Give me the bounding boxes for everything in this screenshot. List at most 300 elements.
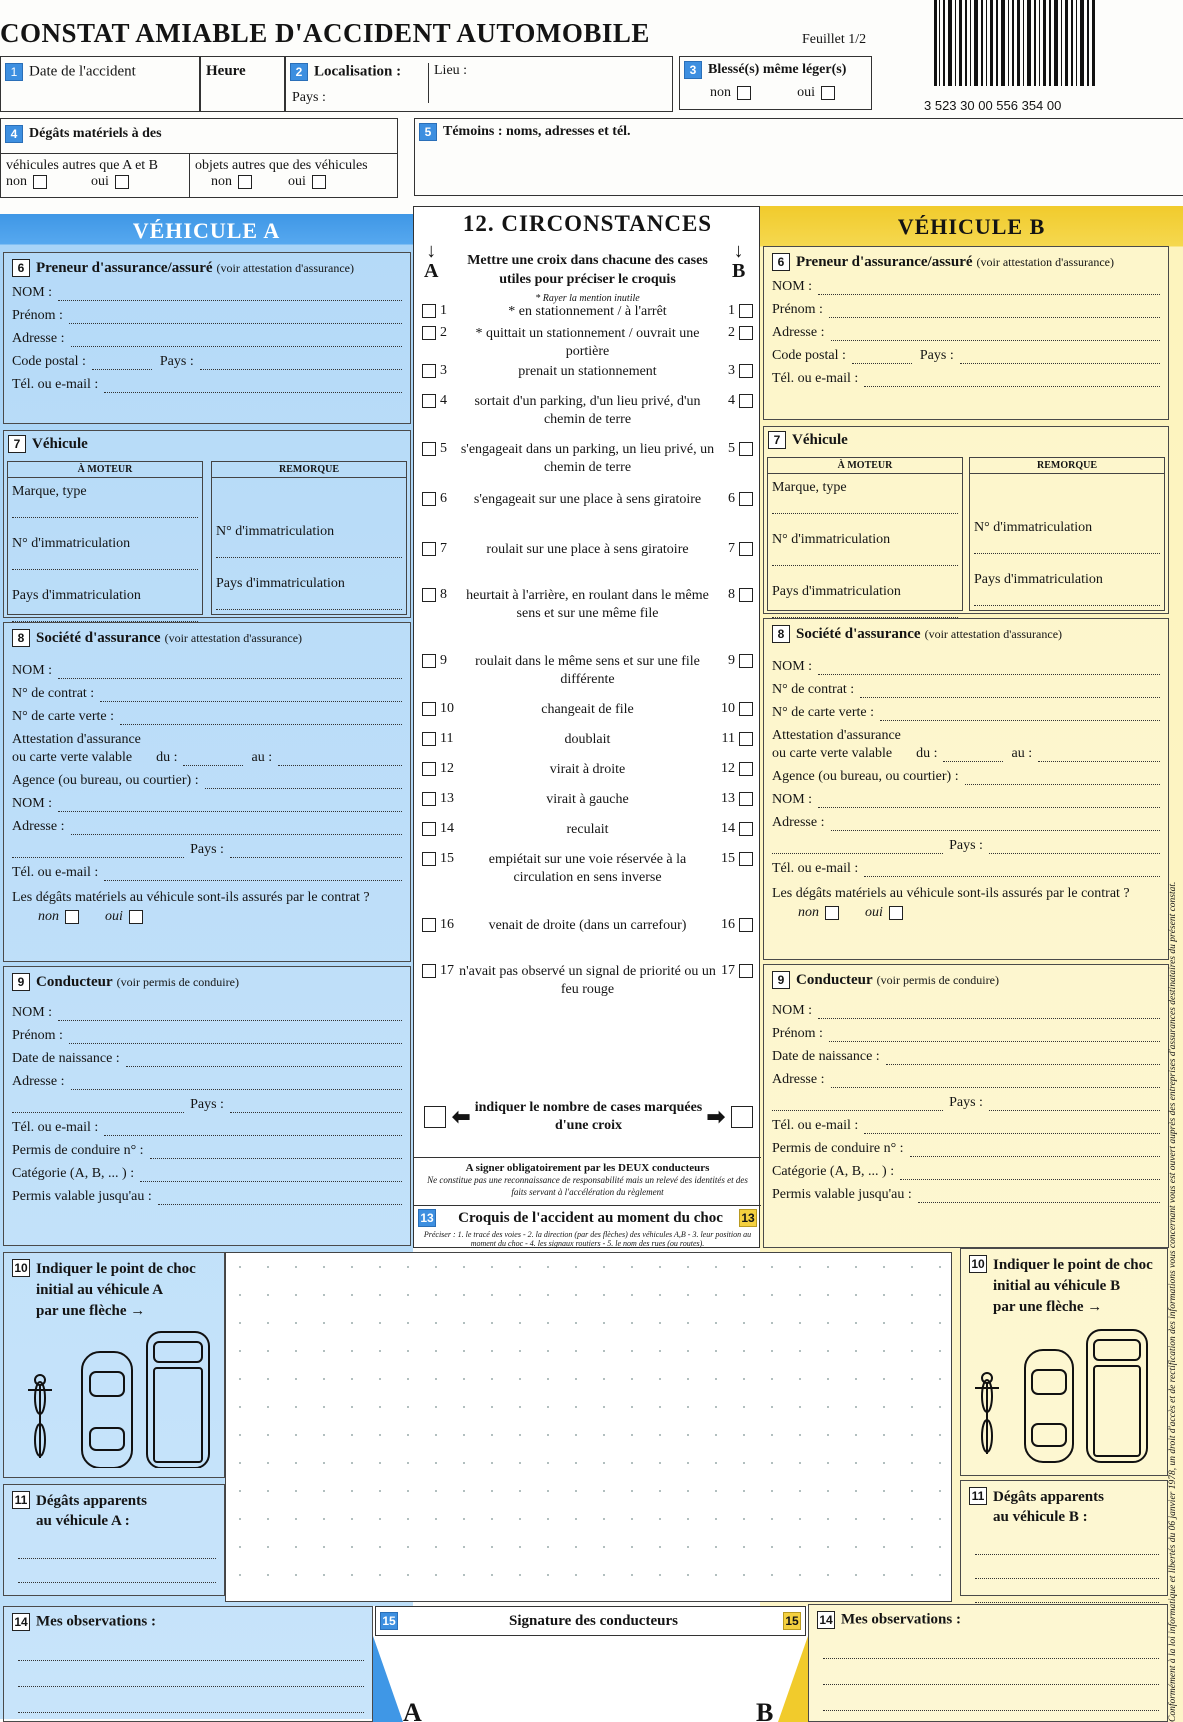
insured-postal-field[interactable] <box>92 356 152 370</box>
section-number: 15 <box>380 1612 398 1630</box>
circumstance-a-checkbox[interactable] <box>422 326 436 340</box>
circumstance-number: 14 <box>721 821 735 836</box>
driver-category-label: Catégorie (A, B, ... ) : <box>12 1166 135 1181</box>
from-label: du : <box>156 750 178 765</box>
circumstance-number: 11 <box>440 731 454 746</box>
insurer-name-label: NOM : <box>12 663 53 678</box>
contract-label: N° de contrat : <box>12 686 95 701</box>
circumstance-row <box>414 587 761 623</box>
circumstance-number: 14 <box>440 821 454 836</box>
vehicle-b-visible-damage-section[interactable] <box>960 1480 1168 1596</box>
driver-address-field[interactable] <box>71 1076 403 1090</box>
signature-a-field[interactable] <box>431 1646 581 1716</box>
circumstance-text: s'engageait sur une place à sens giratoire <box>473 492 702 507</box>
section-number: 7 <box>768 431 786 449</box>
circumstance-a-checkbox[interactable] <box>422 588 436 602</box>
circumstance-a-checkbox[interactable] <box>422 822 436 836</box>
driver-license-field[interactable] <box>910 1143 1160 1157</box>
damage-no-checkbox[interactable] <box>825 906 839 920</box>
trailer-reg-field[interactable] <box>974 540 1160 554</box>
circumstance-text: virait à droite <box>549 762 626 777</box>
driver-address-label: Adresse : <box>12 1074 65 1089</box>
driver-firstname-field[interactable] <box>69 1030 402 1044</box>
circumstance-b-checkbox[interactable] <box>739 732 753 746</box>
insurer-note: (voir attestation d'assurance) <box>924 626 1063 641</box>
circumstance-a-checkbox[interactable] <box>422 542 436 556</box>
circumstance-a-checkbox[interactable] <box>422 394 436 408</box>
insured-name-label: NOM : <box>772 279 813 294</box>
vehicle-b-remarks-section[interactable] <box>808 1604 1168 1722</box>
circumstance-number: 4 <box>728 393 735 408</box>
cert-label: Attestation d'assurance <box>12 732 141 747</box>
agency-address-field[interactable] <box>831 817 1161 831</box>
circumstance-b-checkbox[interactable] <box>739 964 753 978</box>
circumstance-row <box>414 917 761 935</box>
agency-address-field-2[interactable] <box>772 840 943 854</box>
driver-firstname-label: Prénom : <box>12 1028 63 1043</box>
insurer-name-field[interactable] <box>818 661 1160 675</box>
insured-address-label: Adresse : <box>12 331 65 346</box>
trailer-reg-country-label: Pays d'immatriculation <box>974 572 1103 587</box>
location-field[interactable] <box>285 56 673 112</box>
damage-vehicles-yes-label: oui <box>91 174 109 189</box>
vehicle-a-title: VÉHICULE A <box>132 218 281 243</box>
insured-country-label: Pays : <box>919 348 954 363</box>
insured-address-field[interactable] <box>831 327 1161 341</box>
circumstance-number: 9 <box>728 653 735 668</box>
circumstance-row <box>414 325 761 361</box>
accident-time-field[interactable] <box>200 56 285 112</box>
circumstance-b-checkbox[interactable] <box>739 702 753 716</box>
driver-valid-field[interactable] <box>158 1191 402 1205</box>
brand-label: Marque, type <box>772 480 847 495</box>
damage-no-checkbox[interactable] <box>65 910 79 924</box>
sheet-number: Feuillet 1/2 <box>802 32 867 47</box>
circumstance-a-checkbox[interactable] <box>422 732 436 746</box>
insured-name-field[interactable] <box>58 287 402 301</box>
section-number: 1 <box>5 63 23 81</box>
green-card-field[interactable] <box>880 707 1160 721</box>
circumstance-row <box>414 303 761 321</box>
count-b-box[interactable] <box>731 1106 753 1128</box>
insured-tel-label: Tél. ou e-mail : <box>12 377 99 392</box>
insured-firstname-field[interactable] <box>829 304 1160 318</box>
insured-firstname-label: Prénom : <box>12 308 63 323</box>
driver-dob-field[interactable] <box>126 1053 402 1067</box>
damage-question: Les dégâts matériels au véhicule sont-ils assurés par le contrat ? <box>772 886 1130 901</box>
reg-field[interactable] <box>772 552 958 566</box>
driver-country-field[interactable] <box>230 1099 402 1113</box>
barcode-number: 3 523 30 00 556 354 00 <box>924 98 1062 113</box>
count-label: indiquer le nombre de cases marquées d'une croix <box>474 1100 703 1133</box>
circumstance-a-checkbox[interactable] <box>422 852 436 866</box>
damage-question: Les dégâts matériels au véhicule sont-ils assurés par le contrat ? <box>12 890 370 905</box>
green-card-label: N° de carte verte : <box>12 709 114 724</box>
driver-dob-field[interactable] <box>886 1051 1160 1065</box>
contract-field[interactable] <box>100 688 402 702</box>
agency-name-field[interactable] <box>818 794 1160 808</box>
agency-address-field-2[interactable] <box>12 844 184 858</box>
green-card-label: N° de carte verte : <box>772 705 874 720</box>
driver-name-label: NOM : <box>12 1005 53 1020</box>
valid-from-field[interactable] <box>943 748 1003 762</box>
circumstance-text: * quittait un stationnement / ouvrait une portière <box>475 326 700 359</box>
circumstance-a-checkbox[interactable] <box>422 702 436 716</box>
driver-firstname-field[interactable] <box>829 1028 1160 1042</box>
insurer-note: (voir attestation d'assurance) <box>164 630 303 645</box>
impact-line1: Indiquer le point de choc <box>993 1257 1153 1273</box>
circumstance-a-checkbox[interactable] <box>422 762 436 776</box>
damage-line1: Dégâts apparents <box>993 1489 1104 1505</box>
vehicle-b-insurer-section <box>763 618 1169 960</box>
section-number: 10 <box>12 1259 30 1277</box>
section-number: 3 <box>684 61 702 79</box>
trailer-reg-country-field[interactable] <box>216 596 402 610</box>
circumstance-b-checkbox[interactable] <box>739 492 753 506</box>
column-a-marker <box>424 241 438 281</box>
reg-country-field[interactable] <box>772 604 958 618</box>
vehicle-label: Véhicule <box>32 435 88 452</box>
damage-yes-label: oui <box>865 905 883 920</box>
circumstance-number: 1 <box>440 303 447 318</box>
circumstance-a-checkbox[interactable] <box>422 964 436 978</box>
agency-name-field[interactable] <box>58 798 402 812</box>
column-a-label: A <box>424 260 439 282</box>
driver-country-label: Pays : <box>949 1095 983 1110</box>
column-b-marker <box>732 241 745 281</box>
circumstance-number: 11 <box>721 731 735 746</box>
circumstance-text: venait de droite (dans un carrefour) <box>488 918 687 933</box>
valid-to-field[interactable] <box>278 752 402 766</box>
vehicle-a-vehicle-section <box>3 430 411 618</box>
agency-country-field[interactable] <box>989 840 1160 854</box>
cert2-label: ou carte verte valable <box>12 750 133 765</box>
down-arrow-icon: ↓ <box>733 240 744 262</box>
insured-tel-field[interactable] <box>864 373 1160 387</box>
damage-vehicles-no-label: non <box>6 174 27 189</box>
trailer-reg-country-field[interactable] <box>974 592 1160 606</box>
driver-license-label: Permis de conduire n° : <box>772 1141 904 1156</box>
insurer-name-label: NOM : <box>772 659 813 674</box>
instruction-line1: Mettre une croix dans chacune des cases <box>467 253 708 268</box>
other-damage-field <box>0 118 398 198</box>
insured-country-field[interactable] <box>200 356 402 370</box>
trailer-label: REMORQUE <box>970 458 1164 474</box>
circumstance-b-checkbox[interactable] <box>739 304 753 318</box>
circumstance-text: doublait <box>564 732 611 747</box>
insured-country-field[interactable] <box>960 350 1160 364</box>
circumstance-number: 15 <box>440 851 454 866</box>
driver-category-field[interactable] <box>140 1168 402 1182</box>
driver-valid-label: Permis valable jusqu'au : <box>772 1187 912 1202</box>
circumstance-b-checkbox[interactable] <box>739 442 753 456</box>
driver-category-label: Catégorie (A, B, ... ) : <box>772 1164 895 1179</box>
driver-country-label: Pays : <box>190 1097 224 1112</box>
driver-tel-field[interactable] <box>864 1120 1160 1134</box>
driver-name-field[interactable] <box>58 1007 402 1021</box>
insured-country-label: Pays : <box>159 354 194 369</box>
driver-license-label: Permis de conduire n° : <box>12 1143 144 1158</box>
driver-tel-label: Tél. ou e-mail : <box>772 1118 859 1133</box>
circumstance-number: 13 <box>721 791 735 806</box>
damage-line1: Dégâts apparents <box>36 1493 147 1509</box>
contract-field[interactable] <box>860 684 1160 698</box>
circumstance-text: empiétait sur une voie réservée à la circulation en sens inverse <box>488 852 687 885</box>
damage-objects-yes-label: oui <box>288 174 306 189</box>
signature-label: Signature des conducteurs <box>509 1612 678 1629</box>
motor-label: À MOTEUR <box>768 458 962 474</box>
agency-name-label: NOM : <box>772 792 813 807</box>
driver-name-field[interactable] <box>818 1005 1160 1019</box>
driver-category-field[interactable] <box>900 1166 1160 1180</box>
circumstance-number: 10 <box>721 701 735 716</box>
insurer-name-field[interactable] <box>58 665 402 679</box>
insured-address-label: Adresse : <box>772 325 825 340</box>
driver-address-field-2[interactable] <box>12 1099 184 1113</box>
driver-tel-field[interactable] <box>104 1122 402 1136</box>
circumstance-a-checkbox[interactable] <box>422 442 436 456</box>
circumstance-a-checkbox[interactable] <box>422 364 436 378</box>
circumstance-b-checkbox[interactable] <box>739 822 753 836</box>
trailer-reg-label: N° d'immatriculation <box>974 520 1093 535</box>
circumstance-row <box>414 963 761 999</box>
sketch-detail: Préciser : 1. le tracé des voies - 2. la direction (par des flèches) des véhicules A,B - 3. leur position au moment du choc - 4. les signaux routiers - 5. le nom des rues (ou routes). <box>423 1230 752 1248</box>
circumstance-b-checkbox[interactable] <box>739 852 753 866</box>
accident-date-field[interactable] <box>0 56 200 112</box>
circumstance-number: 10 <box>440 701 454 716</box>
driver-dob-label: Date de naissance : <box>772 1049 880 1064</box>
injured-no-label: non <box>710 85 731 100</box>
damage-vehicles-yes-checkbox[interactable] <box>115 175 129 189</box>
circumstance-number: 16 <box>440 917 454 932</box>
circumstance-b-checkbox[interactable] <box>739 792 753 806</box>
impact-line3: par une flèche → <box>36 1303 146 1319</box>
insured-postal-field[interactable] <box>852 350 912 364</box>
barcode <box>930 0 1100 96</box>
circumstance-row <box>414 653 761 689</box>
reg-field[interactable] <box>12 556 198 570</box>
damage-objects-no-label: non <box>211 174 232 189</box>
insured-name-field[interactable] <box>818 281 1160 295</box>
circumstance-text: virait à gauche <box>546 792 629 807</box>
circumstance-a-checkbox[interactable] <box>422 918 436 932</box>
insured-tel-label: Tél. ou e-mail : <box>772 371 859 386</box>
section-number: 11 <box>969 1487 987 1505</box>
to-label: au : <box>251 750 273 765</box>
injured-field <box>679 56 872 110</box>
circumstance-number: 15 <box>721 851 735 866</box>
impact-line2: initial au véhicule A <box>36 1282 164 1298</box>
insured-postal-label: Code postal : <box>772 348 846 363</box>
sign-note: A signer obligatoirement par les DEUX conducteurs <box>465 1162 710 1174</box>
driver-note: (voir permis de conduire) <box>876 972 999 987</box>
circumstance-number: 7 <box>440 541 447 556</box>
witnesses-label: Témoins : noms, adresses et tél. <box>443 124 631 140</box>
barcode-icon <box>930 0 1100 96</box>
witnesses-field[interactable] <box>414 118 1183 196</box>
vehicle-a-insurer-section <box>3 622 411 962</box>
circumstance-b-checkbox[interactable] <box>739 542 753 556</box>
instruction-line2: utiles pour préciser le croquis <box>499 272 676 287</box>
driver-address-field-2[interactable] <box>772 1097 943 1111</box>
damage-vehicles-no-checkbox[interactable] <box>33 175 47 189</box>
circumstance-b-checkbox[interactable] <box>739 364 753 378</box>
vehicle-label: Véhicule <box>792 431 848 448</box>
circumstance-row <box>414 491 761 509</box>
reg-country-field[interactable] <box>12 608 198 622</box>
section-number: 14 <box>817 1611 835 1629</box>
vehicle-b-impact-section[interactable] <box>960 1248 1168 1476</box>
signature-b-field[interactable] <box>599 1646 749 1716</box>
agency-field[interactable] <box>205 775 402 789</box>
agency-tel-field[interactable] <box>104 867 402 881</box>
vehicle-a-insured-section <box>3 252 411 424</box>
circumstance-text: reculait <box>566 822 609 837</box>
circumstance-text: roulait dans le même sens et sur une file différente <box>475 654 700 687</box>
driver-valid-label: Permis valable jusqu'au : <box>12 1189 152 1204</box>
insurer-label: Société d'assurance <box>36 629 161 646</box>
cert-label: Attestation d'assurance <box>772 728 901 743</box>
insured-note: (voir attestation d'assurance) <box>976 254 1114 269</box>
instruction-note: * Rayer la mention inutile <box>535 293 640 304</box>
circumstance-a-checkbox[interactable] <box>422 792 436 806</box>
circumstance-a-checkbox[interactable] <box>422 492 436 506</box>
injured-no-checkbox[interactable] <box>737 86 751 100</box>
insured-note: (voir attestation d'assurance) <box>216 260 354 275</box>
valid-from-field[interactable] <box>183 752 243 766</box>
damage-no-label: non <box>38 909 59 924</box>
circumstance-b-checkbox[interactable] <box>739 394 753 408</box>
circumstance-b-checkbox[interactable] <box>739 326 753 340</box>
vehicle-a-visible-damage-section[interactable] <box>3 1484 225 1596</box>
valid-to-field[interactable] <box>1038 748 1160 762</box>
circumstances-section <box>413 206 760 1248</box>
damage-objects-label: objets autres que des véhicules <box>195 158 368 173</box>
contract-label: N° de contrat : <box>772 682 855 697</box>
circumstance-number: 1 <box>728 303 735 318</box>
agency-tel-label: Tél. ou e-mail : <box>772 861 859 876</box>
circumstance-a-checkbox[interactable] <box>422 304 436 318</box>
circumstance-row <box>414 821 761 839</box>
agency-address-label: Adresse : <box>12 819 65 834</box>
vehicle-a-impact-section[interactable] <box>3 1252 225 1478</box>
cert2-label: ou carte verte valable <box>772 746 893 761</box>
remarks-label: Mes observations : <box>36 1613 156 1630</box>
signature-section <box>373 1606 808 1722</box>
circumstance-number: 16 <box>721 917 735 932</box>
agency-tel-field[interactable] <box>864 863 1160 877</box>
circumstance-b-checkbox[interactable] <box>739 654 753 668</box>
circumstance-text: s'engageait dans un parking, un lieu privé, un chemin de terre <box>460 442 715 475</box>
driver-firstname-label: Prénom : <box>772 1026 823 1041</box>
insurer-label: Société d'assurance <box>796 625 921 642</box>
circumstance-text: sortait d'un parking, d'un lieu privé, d'un chemin de terre <box>474 394 701 427</box>
circumstance-row <box>414 541 761 559</box>
circumstance-number: 2 <box>728 325 735 340</box>
damage-objects-no-checkbox[interactable] <box>238 175 252 189</box>
from-label: du : <box>916 746 938 761</box>
driver-note: (voir permis de conduire) <box>116 974 239 989</box>
brand-field[interactable] <box>12 504 198 518</box>
insured-firstname-field[interactable] <box>69 310 402 324</box>
column-b-label: B <box>732 260 746 282</box>
damage-objects-yes-checkbox[interactable] <box>312 175 326 189</box>
driver-address-field[interactable] <box>831 1074 1161 1088</box>
driver-valid-field[interactable] <box>918 1189 1160 1203</box>
sketch-label: Croquis de l'accident au moment du choc <box>458 1209 723 1226</box>
agency-address-label: Adresse : <box>772 815 825 830</box>
circumstance-b-checkbox[interactable] <box>739 918 753 932</box>
brand-field[interactable] <box>772 500 958 514</box>
section-number: 5 <box>419 123 437 141</box>
circumstance-text: heurtait à l'arrière, en roulant dans le même sens et sur une même file <box>466 588 709 621</box>
insured-tel-field[interactable] <box>104 379 402 393</box>
driver-label: Conducteur <box>36 973 113 990</box>
section-number: 8 <box>772 625 790 643</box>
insured-label: Preneur d'assurance/assuré <box>36 259 213 276</box>
agency-country-label: Pays : <box>190 842 224 857</box>
remarks-label: Mes observations : <box>841 1611 961 1628</box>
trailer-reg-field[interactable] <box>216 544 402 558</box>
driver-country-field[interactable] <box>989 1097 1160 1111</box>
circumstance-b-checkbox[interactable] <box>739 588 753 602</box>
circumstance-a-checkbox[interactable] <box>422 654 436 668</box>
section-number: 9 <box>772 971 790 989</box>
accident-sketch-area[interactable] <box>225 1252 952 1602</box>
vehicle-a-driver-section <box>3 966 411 1246</box>
circumstance-row <box>414 731 761 749</box>
damage-yes-checkbox[interactable] <box>129 910 143 924</box>
signature-b-label: B <box>756 1698 774 1722</box>
agency-country-label: Pays : <box>949 838 983 853</box>
driver-address-label: Adresse : <box>772 1072 825 1087</box>
vehicle-a-remarks-section[interactable] <box>3 1606 373 1722</box>
insured-label: Preneur d'assurance/assuré <box>796 253 973 270</box>
count-a-box[interactable] <box>424 1106 446 1128</box>
circumstance-b-checkbox[interactable] <box>739 762 753 776</box>
circumstance-row <box>414 363 761 381</box>
green-card-field[interactable] <box>120 711 402 725</box>
sign-note-detail: Ne constitue pas une reconnaissance de responsabilité mais un relevé des identités et des faits servant à l'accélération du règlement <box>427 1175 748 1197</box>
circumstance-text: prenait un stationnement <box>518 364 657 379</box>
section-number: 6 <box>12 259 30 277</box>
circumstance-text: roulait sur une place à sens giratoire <box>486 542 689 557</box>
vehicle-b-insured-section <box>763 246 1169 420</box>
circumstance-number: 8 <box>440 587 447 602</box>
driver-name-label: NOM : <box>772 1003 813 1018</box>
circumstance-number: 12 <box>721 761 735 776</box>
impact-line2: initial au véhicule B <box>993 1278 1121 1294</box>
trailer-label: REMORQUE <box>212 462 406 478</box>
section-number: 7 <box>8 435 26 453</box>
section-number: 4 <box>5 125 23 143</box>
circumstance-number: 5 <box>728 441 735 456</box>
country-label: Pays : <box>292 90 326 105</box>
driver-license-field[interactable] <box>150 1145 402 1159</box>
damage-line2: au véhicule A : <box>36 1513 130 1529</box>
agency-field[interactable] <box>965 771 1160 785</box>
damage-label: Dégâts matériels à des <box>29 126 162 142</box>
agency-country-field[interactable] <box>230 844 402 858</box>
damage-yes-checkbox[interactable] <box>889 906 903 920</box>
agency-address-field[interactable] <box>71 821 403 835</box>
injured-yes-checkbox[interactable] <box>821 86 835 100</box>
section-number: 11 <box>12 1491 30 1509</box>
signature-a-label: A <box>403 1698 422 1722</box>
location-label: Localisation : <box>314 63 402 80</box>
insured-address-field[interactable] <box>71 333 403 347</box>
circumstance-row <box>414 441 761 477</box>
